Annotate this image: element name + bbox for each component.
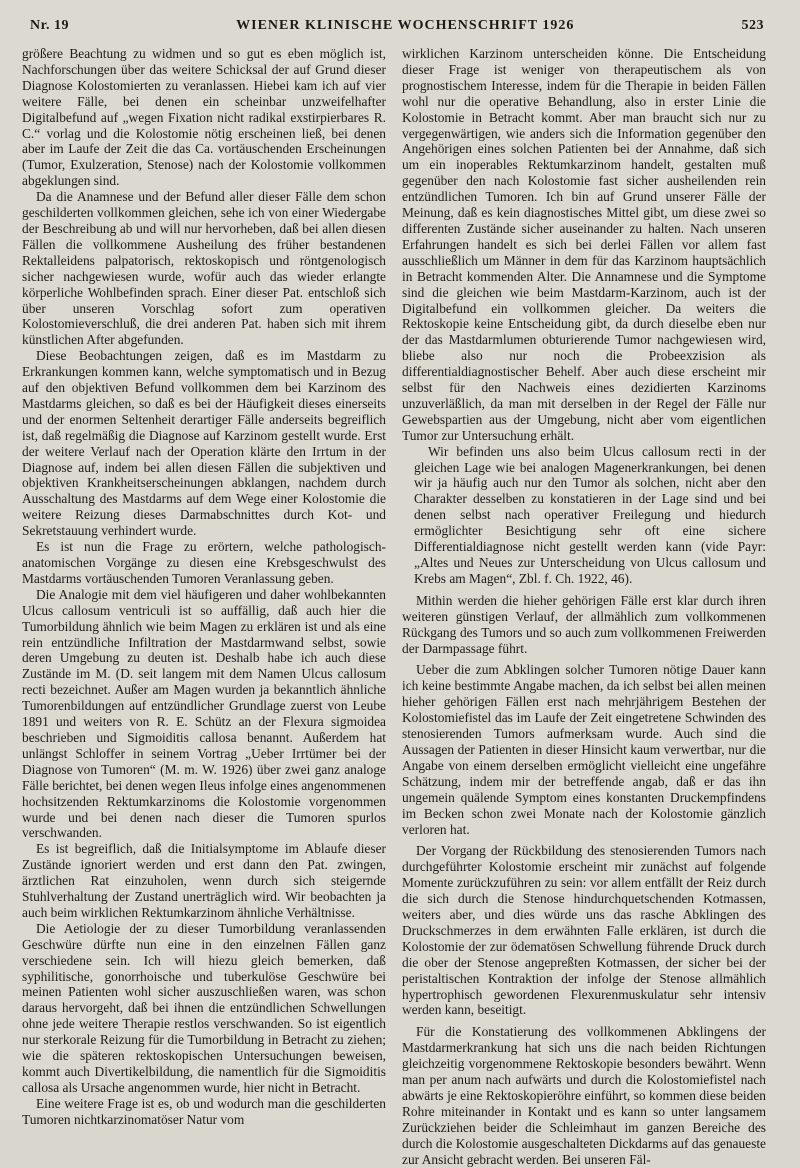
paragraph: Für die Konstatierung des vollkommenen Abklingens der Mastdarmerkrankung hat sich uns die nach beiden Richtungen gleichzeitig vorgenommene Rektoskopie besonders bewährt. Wenn man per anum nach aufwärts und durch die Kolostomiefistel nach abwärts je eine Rektoskopieröhre einführt, so kommen diese beiden Rohre miteinander in Kontakt und es kann so unter langsamem Zurückziehen beider die Schleimhaut im ganzen Bereiche des durch die Kolostomie ausgeschalteten Dickdarms auf das genaueste zur Ansicht gebracht werden. Bei unseren Fäl-	[402, 1024, 766, 1167]
paragraph: Wir befinden uns also beim Ulcus callosum recti in der gleichen Lage wie bei analogen Magenerkrankungen, bei denen wir ja häufig auch nur den Tumor als solchen, nicht aber den Charakter desselben zu konstatieren in der Lage sind und bei denen selbst nach operativer Freilegung und hiedurch ermöglichter Besichtigung sehr oft eine sichere Differentialdiagnose nicht gestellt werden kann (vide Payr: „Altes und Neues zur Unterscheidung von Ulcus callosum und Krebs am Magen“, Zbl. f. Ch. 1922, 46).	[414, 443, 766, 586]
running-header	[30, 18, 764, 40]
paragraph: wirklichen Karzinom unterscheiden könne. Die Entscheidung dieser Frage ist weniger von therapeutischem als von prognostischem Interesse, indem für die Therapie in beiden Fällen wohl nur die operative Behandlung, also in erster Linie die Kolostomie in Betracht kommt. Aber man braucht sich nur zu vergegenwärtigen, wie anders sich die Information gegenüber den Angehörigen eines solchen Patienten bei der Annahme, daß sich um ein inoperables Rektumkarzinom handelt, gestalten muß gegenüber den nach Kolostomie fast sicher ausheilenden rein entzündlichen Tumoren. Ich bin auf Grund unserer Fälle der Meinung, daß es kein diagnostisches Mittel gibt, um diese zwei so differenten Zustände sicher auseinander zu halten. Nach unseren Erfahrungen handelt es sich bei derlei Fällen vor allem fast ausschließlich um Männer in dem für das Karzinom hauptsächlich in Betracht kommenden Alter. Die Annamnese und die Symptome sind die gleichen wie beim Mastdarm-Karzinom, auch ist der Digitalbefund ein vollkommen gleicher. Da weiters die Rektoskopie keine Entscheidung gibt, da durch dieselbe eben nur der das Mastdarmlumen obturierende Tumor nachgewiesen wird, bliebe also nur noch die Probeexzision als differentialdiagnostischer Behelf. Aber auch diese erscheint mir selbst für den Nachweis eines dezidierten Karzinoms unzuverläßlich, da man mit derselben in der Regel der Fälle nur Gewebspartien aus der Umgebung, nicht aber vom eigentlichen Tumor zur Untersuchung erhält.	[402, 46, 766, 443]
issue-number: Nr. 19	[30, 18, 70, 33]
paragraph: Der Vorgang der Rückbildung des stenosierenden Tumors nach durchgeführter Kolostomie erscheint mir zunächst auf folgende Momente zurückzuführen zu sein: vor allem entfällt der Reiz durch die sich durch die Stenose hindurchquetschenden Kotmassen, weiters aber, und dies würde uns das rasche Abklingen des Druckschmerzes in dem erwähnten Falle erklären, ist durch die Kolostomie der zur ödematösen Schwellung führende Druck durch die ober der Stenose angepreßten Kotmassen, der sicher bei der peristaltischen Kontraktion der infolge der Stenose allmählich hypertrophisch gewordenen Flexurenmuskulatur sehr intensiv werden kann, beseitigt.	[402, 843, 766, 1018]
right-column	[402, 46, 766, 1168]
paragraph: Ueber die zum Abklingen solcher Tumoren nötige Dauer kann ich keine bestimmte Angabe machen, da ich selbst bei allen meinen hieher gehörigen Fällen erst nach mehrjährigem Bestehen der Kolostomiefistel das im Laufe der Zeit eingetretene Schwinden des stenosierenden Tumors aufmerksam wurde. Auch sind die Aussagen der Patienten in dieser Hinsicht kaum verwertbar, nur die Angabe von einem derselben ermöglicht vielleicht eine ungefähre Schätzung, indem mir der betreffende angab, daß er das ihn ungemein quälende Symptom eines konstanten Druckempfindens im Becken schon zwei Monate nach der Kolostomie gänzlich verloren hat.	[402, 662, 766, 837]
page-number: 523	[741, 18, 764, 33]
journal-title: WIENER KLINISCHE WOCHENSCHRIFT 1926	[236, 18, 575, 33]
paragraph: größere Beachtung zu widmen und so gut es eben möglich ist, Nachforschungen über das weitere Schicksal der auf Grund dieser Diagnose Kolostomierten zu veranlassen. Hiebei kam ich auf vier weitere Fälle, bei denen ein scheinbar unzweifelhafter Digitalbefund auf „wegen Fixation nicht radikal exstirpierbares R. C.“ vorlag und die Kolostomie nötig erscheinen ließ, bei denen aber im Laufe der Zeit die das Ca. vortäuschenden Erscheinungen (Tumor, Exulzeration, Stenose) nach der Kolostomie vollkommen abgeklungen sind.	[22, 46, 386, 189]
paragraph: Diese Beobachtungen zeigen, daß es im Mastdarm zu Erkrankungen kommen kann, welche symptomatisch und in Bezug auf den objektiven Befund vollkommen dem bei Karzinom des Mastdarms gleichen, so daß es bei der Häufigkeit dieses einerseits und der enormen Seltenheit derartiger Fälle anderseits begreiflich ist, daß regelmäßig die Diagnose auf Karzinom gestellt wurde. Erst der weitere Verlauf nach der Operation klärte den Irrtum in der Diagnose auf, indem bei allen diesen Fällen die subjektiven und objektiven Krankheitserscheinungen abklangen, nachdem durch Ausschaltung des Mastdarms auf dem Wege einer Kolostomie die weitere Reizung dieses Darmabschnittes durch Kot- und Sekretstauung verhindert wurde.	[22, 348, 386, 539]
left-column	[22, 46, 386, 1128]
paragraph: Es ist nun die Frage zu erörtern, welche pathologisch-anatomischen Vorgänge zu diesen eine Krebsgeschwulst des Mastdarms vortäuschenden Tumoren Veranlassung geben.	[22, 539, 386, 586]
paragraph: Es ist begreiflich, daß die Initialsymptome im Ablaufe dieser Zustände ignoriert werden und erst dann den Pat. zwingen, ärztlichen Rat einzuholen, wenn durch sich steigernde Stuhlverhaltung der Zustand unerträglich wird. Wir beobachten ja auch beim wirklichen Rektumkarzinom ähnliche Verhältnisse.	[22, 841, 386, 920]
paragraph: Eine weitere Frage ist es, ob und wodurch man die geschilderten Tumoren nichtkarzinomatöser Natur vom	[22, 1095, 386, 1127]
paragraph: Die Aetiologie der zu dieser Tumorbildung veranlassenden Geschwüre dürfte nun eine in den einzelnen Fällen ganz verschiedene sein. Ich will hiezu gleich bemerken, daß syphilitische, gonorrhoische und tuberkulöse Geschwüre bei meinen Patienten wohl sicher auszuschließen waren, was schon daraus hervorgeht, daß bei ihnen die entzündlichen Schwellungen ohne jede weitere Therapie restlos verschwanden. So ist eigentlich nur sterkorale Reizung für die Tumorbildung in Betracht zu ziehen; wie die späteren rektoskopischen Untersuchungen beweisen, kommt auch Divertikelbildung, die namentlich für die Sigmoiditis callosa als Ursache angenommen wurde, hier nicht in Betracht.	[22, 920, 386, 1095]
paragraph: Da die Anamnese und der Befund aller dieser Fälle dem schon geschilderten vollkommen gleichen, sehe ich von einer Wiedergabe der Beschreibung ab und will nur hervorheben, daß bei allen diesen Fällen die vollkommene Ausheilung des früher bestandenen Rektalleidens palpatorisch, rektoskopisch und röntgenologisch sicher nachgewiesen wurde, wofür auch das wieder erlangte körperliche Wohlbefinden sprach. Einer dieser Pat. entschloß sich über unseren Vorschlag sofort zum operativen Kolostomieverschluß, die drei anderen Pat. haben sich mit ihrem künstlichen After abgefunden.	[22, 189, 386, 348]
paragraph: Mithin werden die hieher gehörigen Fälle erst klar durch ihren weiteren günstigen Verlauf, der allmählich zum vollkommenen Rückgang des Tumors und so auch zum vollkommenen Freiwerden der Darmpassage führt.	[402, 592, 766, 656]
paragraph: Die Analogie mit dem viel häufigeren und daher wohlbekannten Ulcus callosum ventriculi ist so auffällig, daß auch hier die Tumorbildung ähnlich wie beim Magen zu erklären ist und als eine rein entzündliche Infiltration der Mastdarmwand selbst, sowie deren Umgebung zu deuten ist. Deshalb habe ich auch diese Zustände im M. (D. seit langem mit dem Namen Ulcus callosum recti bezeichnet. Außer am Magen wurden ja bekanntlich ähnliche Tumorenbildungen auf entzündlicher Grundlage zuerst von Leube 1891 und weiters von R. E. Schütz an der Flexura sigmoidea beschrieben und Sigmoiditis callosa benannt. Außerdem hat unlängst Schloffer in seinem Vortrag „Ueber Irrtümer bei der Diagnose von Tumoren“ (M. m. W. 1926) über zwei ganz analoge Fälle berichtet, bei denen wegen Ileus infolge eines angenommenen hochsitzenden Rektumkarzinoms die Kolostomie vorgenommen wurde und bei denen nach dieser die Tumoren spurlos verschwanden.	[22, 586, 386, 841]
